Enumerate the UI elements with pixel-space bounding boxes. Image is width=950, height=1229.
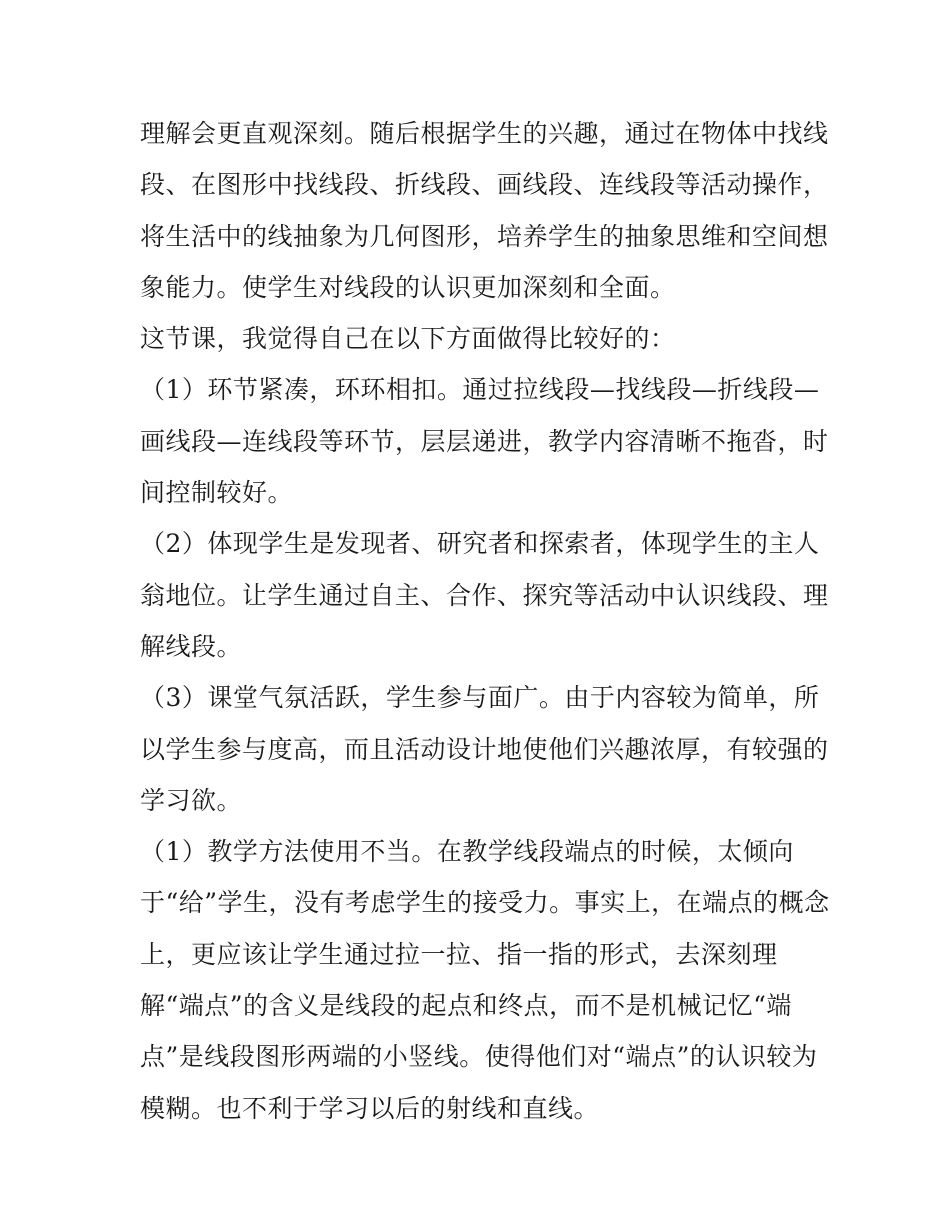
text-line: 于“给”学生，没有考虑学生的接受力。事实上，在端点的概念 [140, 888, 830, 918]
text-line: 间控制较好。 [140, 478, 294, 508]
text-line: 上，更应该让学生通过拉一拉、指一指的形式，去深刻理 [140, 939, 778, 969]
text-line: 将生活中的线抽象为几何图形，培养学生的抽象思维和空间想 [140, 221, 829, 251]
text-line: 画线段—连线段等环节，层层递进，教学内容清晰不拖沓，时 [140, 426, 829, 456]
text-line: （3）课堂气氛活跃，学生参与面广。由于内容较为简单，所 [140, 683, 820, 713]
text-line: 模糊。也不利于学习以后的射线和直线。 [140, 1093, 600, 1123]
text-line: 这节课，我觉得自己在以下方面做得比较好的： [140, 324, 676, 354]
text-line: 以学生参与度高，而且活动设计地使他们兴趣浓厚，有较强的 [140, 734, 829, 764]
text-line: 象能力。使学生对线段的认识更加深刻和全面。 [140, 272, 676, 302]
text-line: 解“端点”的含义是线段的起点和终点，而不是机械记忆“端 [140, 991, 792, 1021]
text-line: （1）环节紧凑，环环相扣。通过拉线段—找线段—折线段— [140, 375, 820, 405]
text-line: （1）教学方法使用不当。在教学线段端点的时候，太倾向 [140, 837, 794, 867]
text-line: 翁地位。让学生通过自主、合作、探究等活动中认识线段、理 [140, 580, 829, 610]
text-line: 学习欲。 [140, 785, 243, 815]
document-body [140, 108, 830, 1134]
text-line: 点”是线段图形两端的小竖线。使得他们对“端点”的认识较为 [140, 1042, 818, 1072]
text-line: 段、在图形中找线段、折线段、画线段、连线段等活动操作， [140, 170, 829, 200]
text-line: 理解会更直观深刻。随后根据学生的兴趣，通过在物体中找线 [140, 119, 829, 148]
text-line: （2）体现学生是发现者、研究者和探索者，体现学生的主人 [140, 529, 820, 559]
text-line: 解线段。 [140, 631, 243, 661]
